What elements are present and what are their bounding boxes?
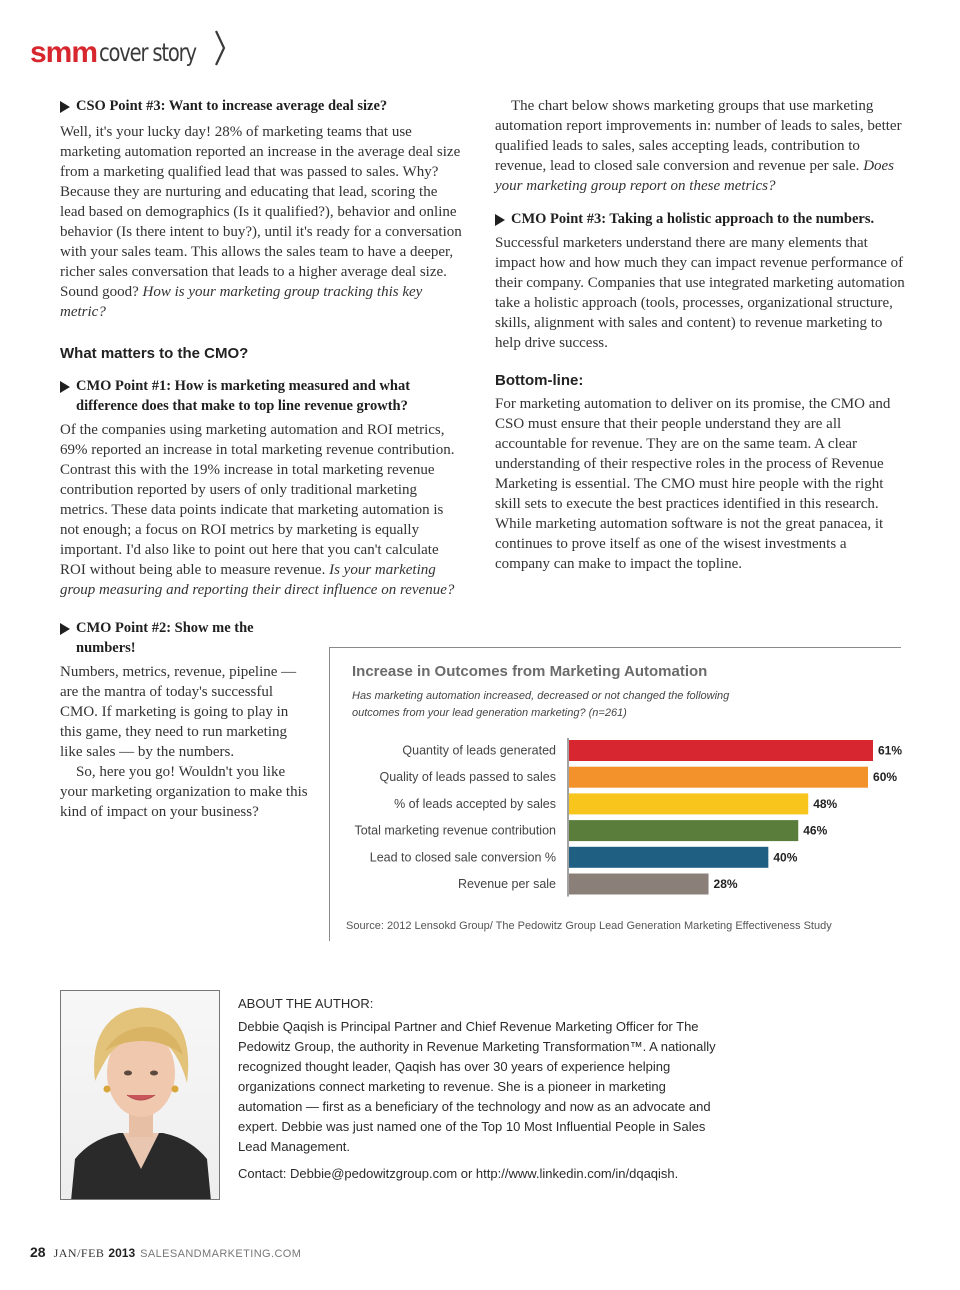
about-author-label: ABOUT THE AUTHOR:	[238, 996, 374, 1011]
heading-text: CSO Point #3: Want to increase average deal size?	[76, 98, 388, 114]
bar-category-label: Quality of leads passed to sales	[379, 770, 556, 785]
magazine-url: SALESANDMARKETING.COM	[140, 1248, 302, 1260]
chart-source: Source: 2012 Lensokd Group/ The Pedowitz Group Lead Generation Marketing Effectiveness Study	[346, 920, 832, 932]
chart-subtitle: Has marketing automation increased, decreased or not changed the following outcomes from your lead generation marketing? (n=261)	[352, 690, 730, 719]
bar	[569, 767, 868, 788]
paragraph-text: The chart below shows marketing groups that use marketing automation report improvements in: number of leads to sales, better qualified leads to sales, sales accepting leads, contribution to revenue, lead to closed sale conversion and revenue per sale.	[495, 98, 902, 174]
bottom-line-heading: Bottom-line:	[495, 372, 584, 389]
heading-text: CMO Point #1: How is marketing measured and what difference does that make to top line revenue growth?	[76, 378, 411, 414]
right-column	[495, 96, 905, 574]
chart-intro	[495, 96, 905, 196]
cmo-point-1-body	[60, 420, 466, 600]
paragraph-text: Of the companies using marketing automation and ROI metrics, 69% reported an increase in total marketing revenue contribution. Contrast this with the 19% increase in total marketing revenue contribution reported by users of only traditional marketing metrics. These data points indicate that marketing automation is not enough; a focus on ROI metrics by marketing is equally important. I'd also like to point out here that you can't calculate ROI without being able to measure revenue.	[60, 422, 455, 578]
bar-value-label: 46%	[803, 823, 828, 838]
bullet-arrow-icon	[60, 101, 70, 113]
author-bio: Debbie Qaqish is Principal Partner and Chief Revenue Marketing Officer for The Pedowitz Group, the authority in Revenue Marketing Transformation™. A nationally recognized thought leader, Qaqish has over 30 years of experience helping organizations connect marketing to revenue. She is a pioneer in marketing automation — first as a beneficiary of the technology and now as an advocate and expert. Debbie was just named one of the Top 10 Most Influential People in Sales Lead Management.	[238, 1019, 716, 1154]
question-text: How is your marketing group tracking this key metric?	[60, 284, 423, 320]
bullet-arrow-icon	[60, 381, 70, 393]
heading-text: CMO Point #3: Taking a holistic approach to the numbers.	[511, 211, 875, 227]
brand-logo: smm	[30, 36, 98, 69]
cmo-point-1-heading	[60, 376, 466, 416]
author-photo	[60, 990, 220, 1200]
cso-point-3-heading	[60, 96, 466, 116]
bar-value-label: 60%	[873, 770, 898, 785]
bar-value-label: 48%	[813, 796, 838, 811]
bar-value-label: 40%	[773, 850, 798, 865]
bar-value-label: 28%	[713, 877, 738, 891]
cmo-point-3-body: Successful marketers understand there are many elements that impact how and how much they can impact revenue performance of their company. Companies that use integrated marketing automation take a holistic approach (tools, processes, organizational structure, skills, alignment with sales and content) to revenue marketing to help drive success.	[495, 235, 905, 351]
bar-category-label: Revenue per sale	[458, 877, 556, 891]
page-number: 28	[30, 1244, 46, 1260]
chart-title: Increase in Outcomes from Marketing Automation	[352, 663, 708, 680]
author-portrait-image	[61, 991, 220, 1200]
bar	[569, 793, 808, 814]
cmo-point-2-body: Numbers, metrics, revenue, pipeline — are the mantra of today's successful CMO. If marketing is going to play in this game, they need to run marketing like sales — by the numbers.	[60, 664, 297, 760]
cmo-point-3-heading	[495, 209, 905, 229]
bracket-decoration	[213, 30, 227, 66]
chart-plot	[330, 648, 902, 942]
cmo-point-2-heading	[60, 618, 300, 658]
question-text: Does your marketing group report on these metrics?	[495, 158, 895, 194]
bar	[569, 847, 768, 868]
bar-category-label: Total marketing revenue contribution	[354, 823, 556, 838]
masthead	[30, 28, 223, 68]
cso-point-3-body	[60, 122, 466, 322]
section-label: cover story	[99, 38, 196, 67]
bar-category-label: Lead to closed sale conversion %	[369, 850, 556, 865]
bar	[569, 874, 709, 895]
bullet-arrow-icon	[495, 214, 505, 226]
heading-text: CMO Point #2: Show me the numbers!	[76, 620, 254, 656]
bar-category-label: Quantity of leads generated	[402, 743, 556, 758]
about-author	[238, 994, 718, 1191]
question-text: Is your marketing group measuring and reporting their direct influence on revenue?	[60, 562, 455, 598]
outcomes-chart	[329, 647, 901, 941]
bar	[569, 820, 798, 841]
paragraph-text: Well, it's your lucky day! 28% of marketing teams that use marketing automation reported an increase in the average deal size from a marketing qualified lead that was passed to sales. Why? Because they are nurturing and educating that lead, scoring the lead based on demographics (Is it qualified?), behavior and online behavior (Is there intent to buy?), until it's ready for a conversation with your sales team. This allows the sales team to have a deeper, richer sales conversation that leads to a higher average deal size. Sound good?	[60, 124, 462, 300]
bar	[569, 740, 873, 761]
page-footer	[30, 1244, 301, 1261]
bullet-arrow-icon	[60, 623, 70, 635]
bottom-line-body: For marketing automation to deliver on its promise, the CMO and CSO must ensure that their people understand they are all accountable for revenue. They are on the same team. A clear understanding of their respective roles in the process of Revenue Marketing is essential. The CMO must hire people with the right skill sets to execute the best practices identified in this research. While marketing automation software is not the great panacea, it continues to prove itself as one of the wisest investments a company can make to impact the topline.	[495, 396, 891, 572]
cmo-point-2-body-2: So, here you go! Wouldn't you like your marketing organization to make this kind of impact on your business?	[60, 764, 308, 820]
bar-value-label: 61%	[878, 743, 902, 758]
bar-category-label: % of leads accepted by sales	[394, 796, 556, 811]
issue-date: JAN/FEB	[53, 1246, 105, 1260]
cmo-section-heading: What matters to the CMO?	[60, 345, 249, 362]
author-contact: Contact: Debbie@pedowitzgroup.com or http://www.linkedin.com/in/dqaqish.	[238, 1166, 679, 1181]
issue-year: 2013	[108, 1246, 136, 1260]
